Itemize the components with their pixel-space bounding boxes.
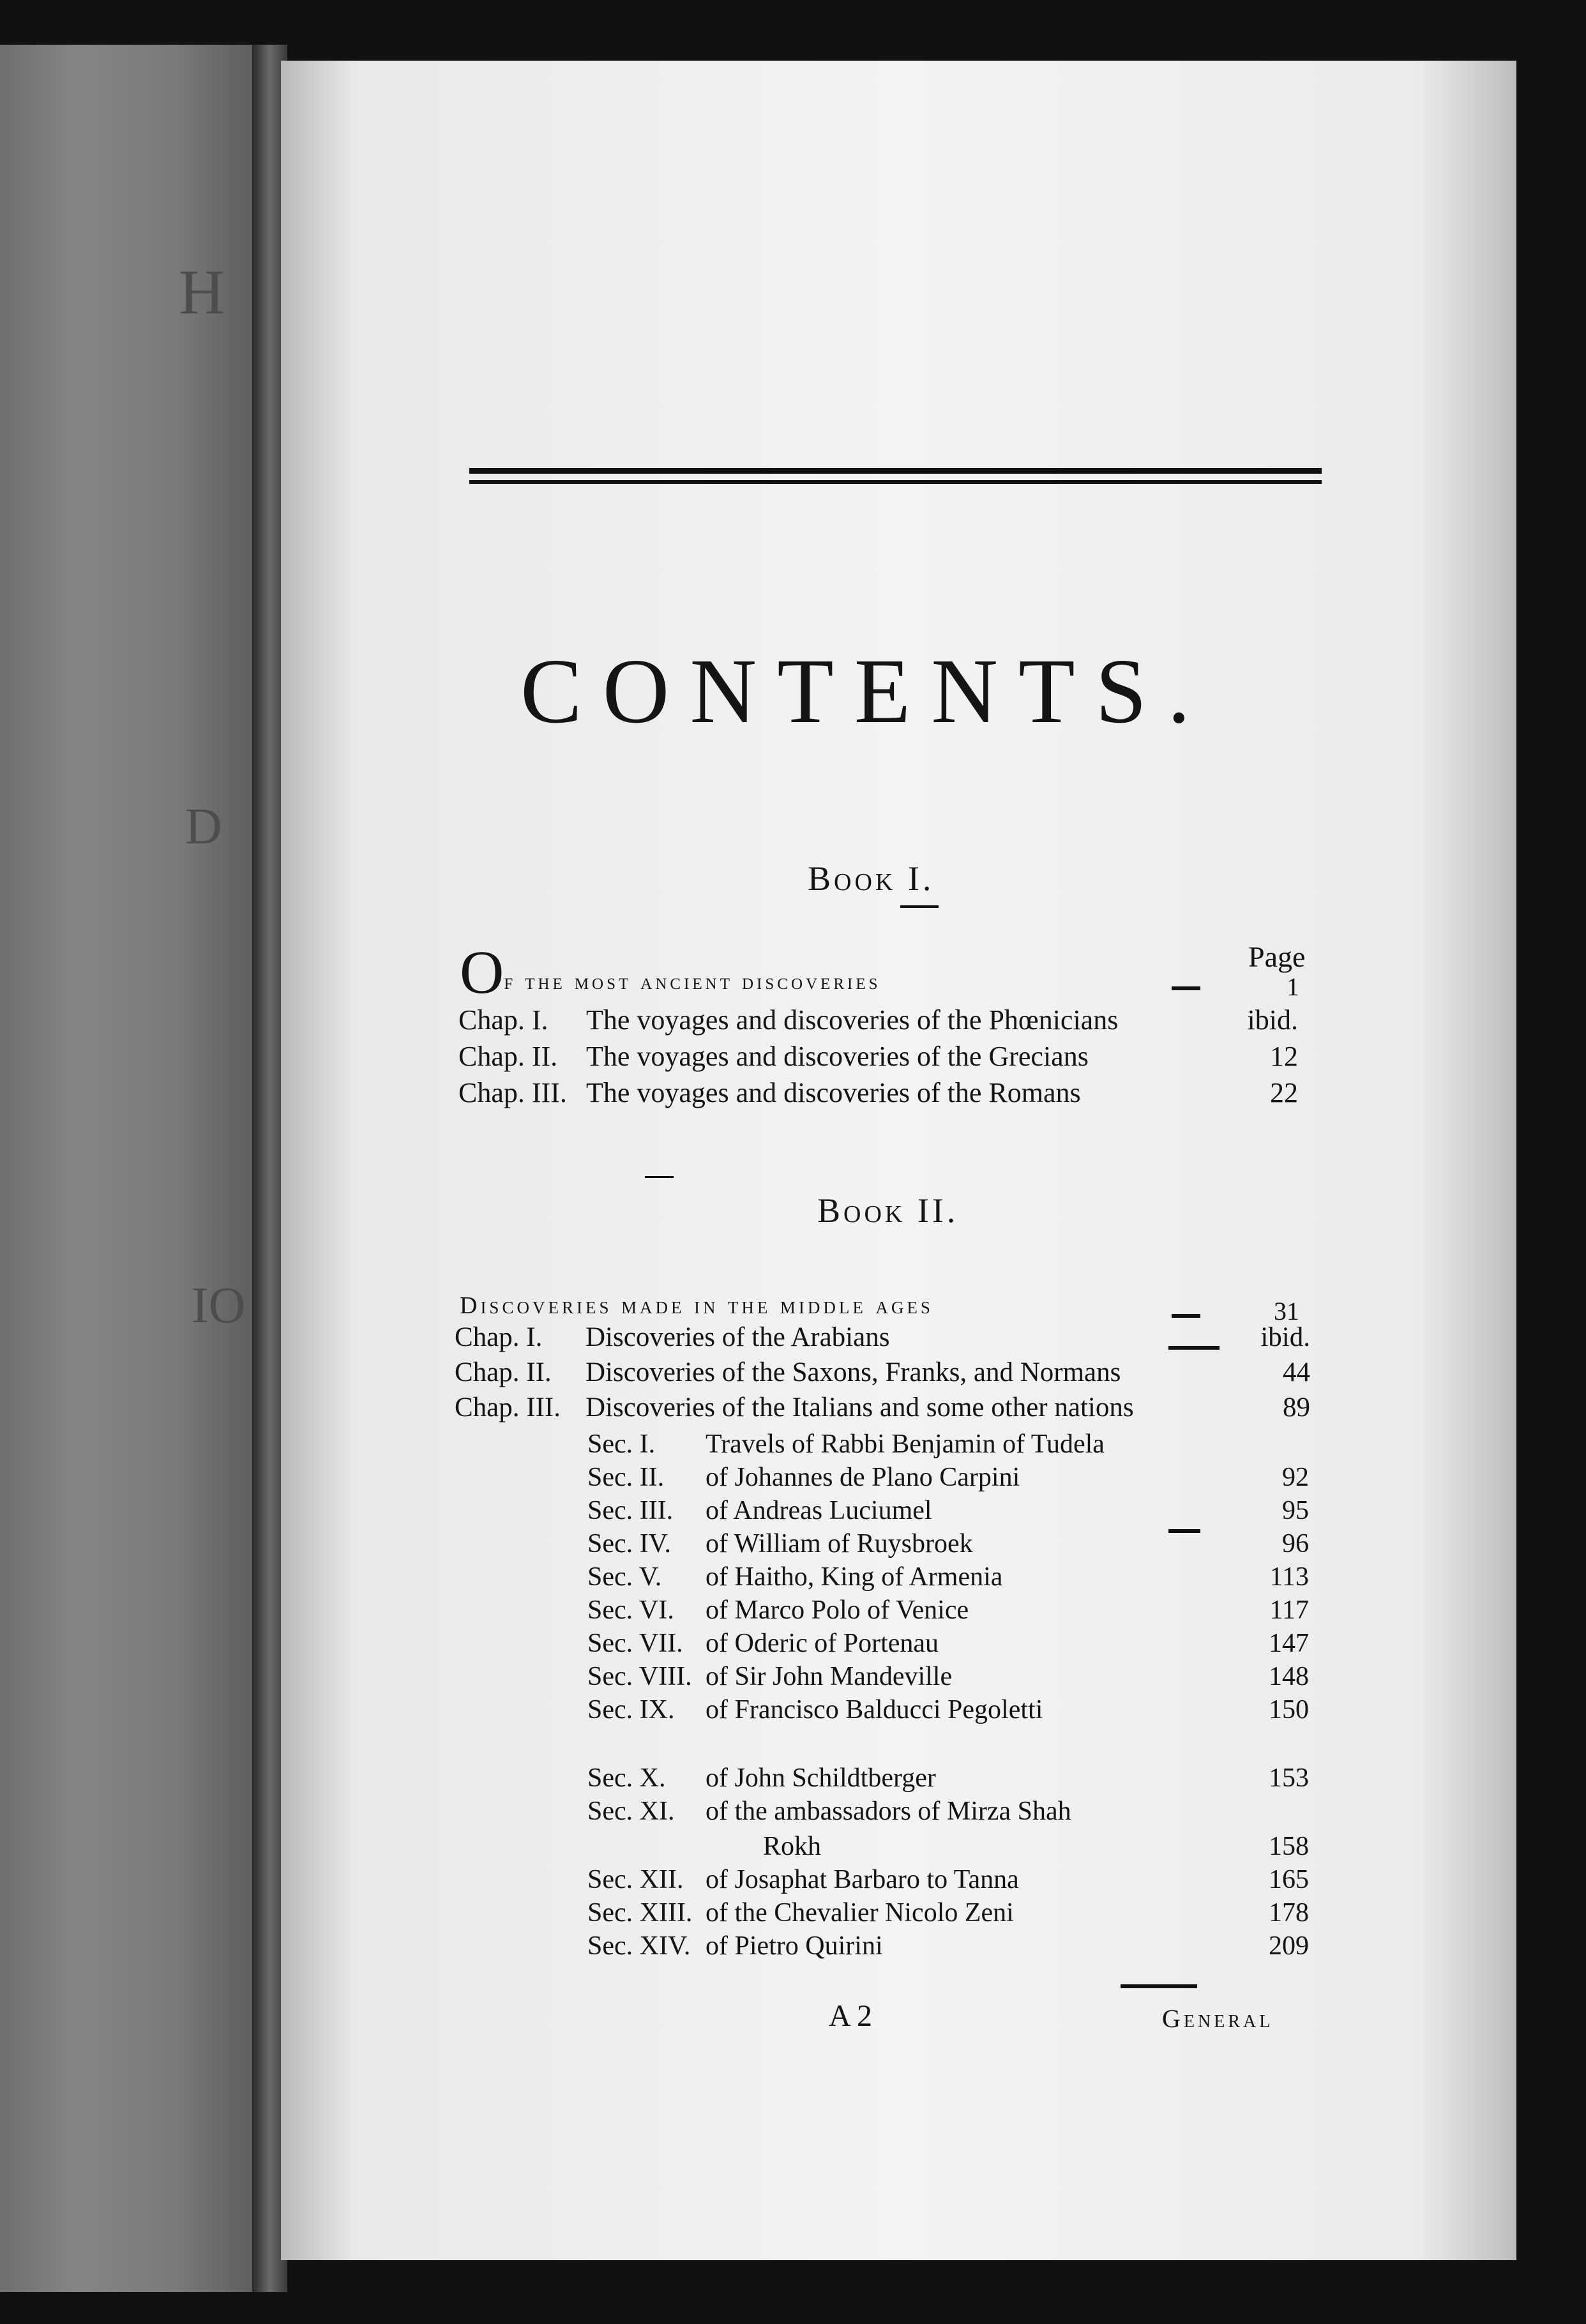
book-2-section-page: 96 (1282, 1529, 1309, 1558)
book-2-section-title: of Josaphat Barbaro to Tanna (706, 1865, 1019, 1894)
double-rule-bottom (469, 480, 1322, 484)
book-2-section-title: Travels of Rabbi Benjamin of Tudela (706, 1430, 1105, 1459)
leader-dash (1168, 1529, 1200, 1533)
book-1-chapter-title: The voyages and discoveries of the Phœnicians (586, 1004, 1119, 1036)
book-1-chapter-label: Chap. II. (458, 1041, 558, 1072)
book-2-section-title: of the Chevalier Nicolo Zeni (706, 1898, 1014, 1928)
book-2-section-label: Sec. VIII. (587, 1662, 692, 1691)
book-2-section-title: of Haitho, King of Armenia (706, 1562, 1003, 1592)
bleed-through-dash (645, 1176, 674, 1178)
book-2-section (587, 1694, 1309, 1725)
book-2-section-title: of Marco Polo of Venice (706, 1596, 969, 1625)
book-2-section-page: 158 (1269, 1832, 1309, 1861)
book-2-section-page: 153 (1269, 1763, 1309, 1793)
ornament-dash (900, 905, 939, 908)
book-2-section-title: of Andreas Luciumel (706, 1496, 932, 1525)
book-2-section-page: 117 (1269, 1596, 1309, 1625)
book-1-intro-title: f the most ancient discoveries (504, 969, 881, 994)
book-2-section-title: of the ambassadors of Mirza Shah (706, 1797, 1071, 1826)
book-2-chapter-title: Discoveries of the Arabians (585, 1322, 890, 1352)
left-page-bleed-through: D (185, 799, 222, 855)
book-1-heading: Book I. (808, 859, 935, 898)
book-2-heading: Book II. (817, 1191, 959, 1230)
book-1-intro-page: 1 (1287, 972, 1299, 1001)
book-2-section-label: Sec. XIII. (587, 1898, 693, 1928)
book-2-intro-title: Discoveries made in the middle ages (460, 1292, 933, 1319)
leader-dash (1168, 1346, 1220, 1350)
book-2-section-page: 92 (1282, 1463, 1309, 1492)
book-2-section-label: Sec. XI. (587, 1797, 675, 1826)
leader-dash (1121, 1984, 1197, 1988)
book-2-section-title: of Pietro Quirini (706, 1931, 883, 1961)
book-2-section (587, 1595, 1309, 1626)
page-column-label: Page (1248, 940, 1306, 973)
book-2-section (587, 1628, 1309, 1659)
book-1-chapter-page: ibid. (1247, 1004, 1298, 1036)
book-1-chapter (458, 1040, 1298, 1073)
book-2-section-title: of Oderic of Portenau (706, 1629, 939, 1658)
book-2-section-label: Sec. X. (587, 1763, 666, 1793)
book-2-chapter-label: Chap. II. (455, 1357, 552, 1387)
book-2-chapter-label: Chap. III. (455, 1392, 561, 1422)
book-2-section-label: Sec. V. (587, 1562, 662, 1592)
left-page-edge (0, 45, 252, 2292)
book-2-chapter-page: ibid. (1260, 1322, 1310, 1352)
book-2-chapter-page: 44 (1283, 1357, 1310, 1387)
book-2-section-title: of John Schildtberger (706, 1763, 936, 1793)
signature-mark: A 2 (829, 1999, 873, 2033)
book-2-section (587, 1462, 1309, 1493)
catchword: General (1162, 2004, 1274, 2033)
book-2-section (587, 1562, 1309, 1592)
book-1-chapter-title: The voyages and discoveries of the Grecians (586, 1041, 1089, 1072)
book-2-section-label: Sec. IV. (587, 1529, 672, 1558)
book-2-section-page: 150 (1269, 1695, 1309, 1724)
book-2-section-page: 95 (1282, 1496, 1309, 1525)
book-1-chapter-title: The voyages and discoveries of the Romans (586, 1077, 1081, 1108)
book-2-section-label: Sec. I. (587, 1430, 656, 1459)
book-2-section-label: Sec. III. (587, 1496, 674, 1525)
book-2-section-title: of Francisco Balducci Pegoletti (706, 1695, 1043, 1724)
book-2-section-page: 148 (1269, 1662, 1309, 1691)
book-2-section-label: Sec. XII. (587, 1865, 684, 1894)
book-2-section (587, 1898, 1309, 1928)
book-2-section (587, 1429, 1309, 1460)
book-2-section-title: of William of Ruysbroek (706, 1529, 973, 1558)
double-rule-top (469, 468, 1322, 474)
book-1-intro-entry (460, 938, 1283, 1006)
left-page-bleed-through: IO (192, 1278, 246, 1334)
book-1-chapter (458, 1076, 1298, 1109)
book-2-section-title: of Johannes de Plano Carpini (706, 1463, 1020, 1492)
leader-dash (1172, 1314, 1200, 1318)
book-2-section (587, 1931, 1309, 1961)
book-2-chapter (455, 1392, 1310, 1423)
book-1-chapter-label: Chap. III. (458, 1077, 567, 1108)
book-2-section (587, 1864, 1309, 1895)
book-2-section-page: 113 (1269, 1562, 1309, 1592)
book-2-section-label: Sec. IX. (587, 1695, 675, 1724)
book-2-chapter (455, 1357, 1310, 1388)
leader-dash (1172, 986, 1200, 990)
book-2-section (587, 1661, 1309, 1692)
book-1-chapter-page: 12 (1270, 1041, 1298, 1072)
book-2-intro-entry (460, 1292, 933, 1320)
book-2-section-title-continued: Rokh (763, 1832, 822, 1861)
book-2-chapter-label: Chap. I. (455, 1322, 543, 1352)
book-2-chapter-page: 89 (1283, 1392, 1310, 1422)
book-2-section (587, 1495, 1309, 1526)
book-2-section-label: Sec. II. (587, 1463, 665, 1492)
book-2-section-label: Sec. VII. (587, 1629, 683, 1658)
book-2-section (587, 1528, 1309, 1559)
left-page-bleed-through: H (179, 257, 225, 328)
book-2-section-page: 165 (1269, 1865, 1309, 1894)
book-2-intro-page: 31 (1274, 1297, 1299, 1325)
book-2-section-label: Sec. VI. (587, 1596, 674, 1625)
book-2-chapter-title: Discoveries of the Saxons, Franks, and Normans (585, 1357, 1121, 1387)
book-2-section-page: 147 (1269, 1629, 1309, 1658)
drop-cap: O (460, 938, 504, 1006)
book-2-section-page: 178 (1269, 1898, 1309, 1928)
book-1-chapter-page: 22 (1270, 1077, 1298, 1108)
book-2-section-title: of Sir John Mandeville (706, 1662, 953, 1691)
book-2-section (587, 1763, 1309, 1793)
book-1-chapter-label: Chap. I. (458, 1004, 548, 1036)
book-2-section-label: Sec. XIV. (587, 1931, 691, 1961)
contents-title: CONTENTS. (520, 640, 1211, 743)
book-2-chapter-title: Discoveries of the Italians and some other nations (585, 1392, 1134, 1422)
book-1-chapter (458, 1004, 1298, 1036)
book-2-section-page: 209 (1269, 1931, 1309, 1961)
book-2-section (587, 1796, 1309, 1861)
